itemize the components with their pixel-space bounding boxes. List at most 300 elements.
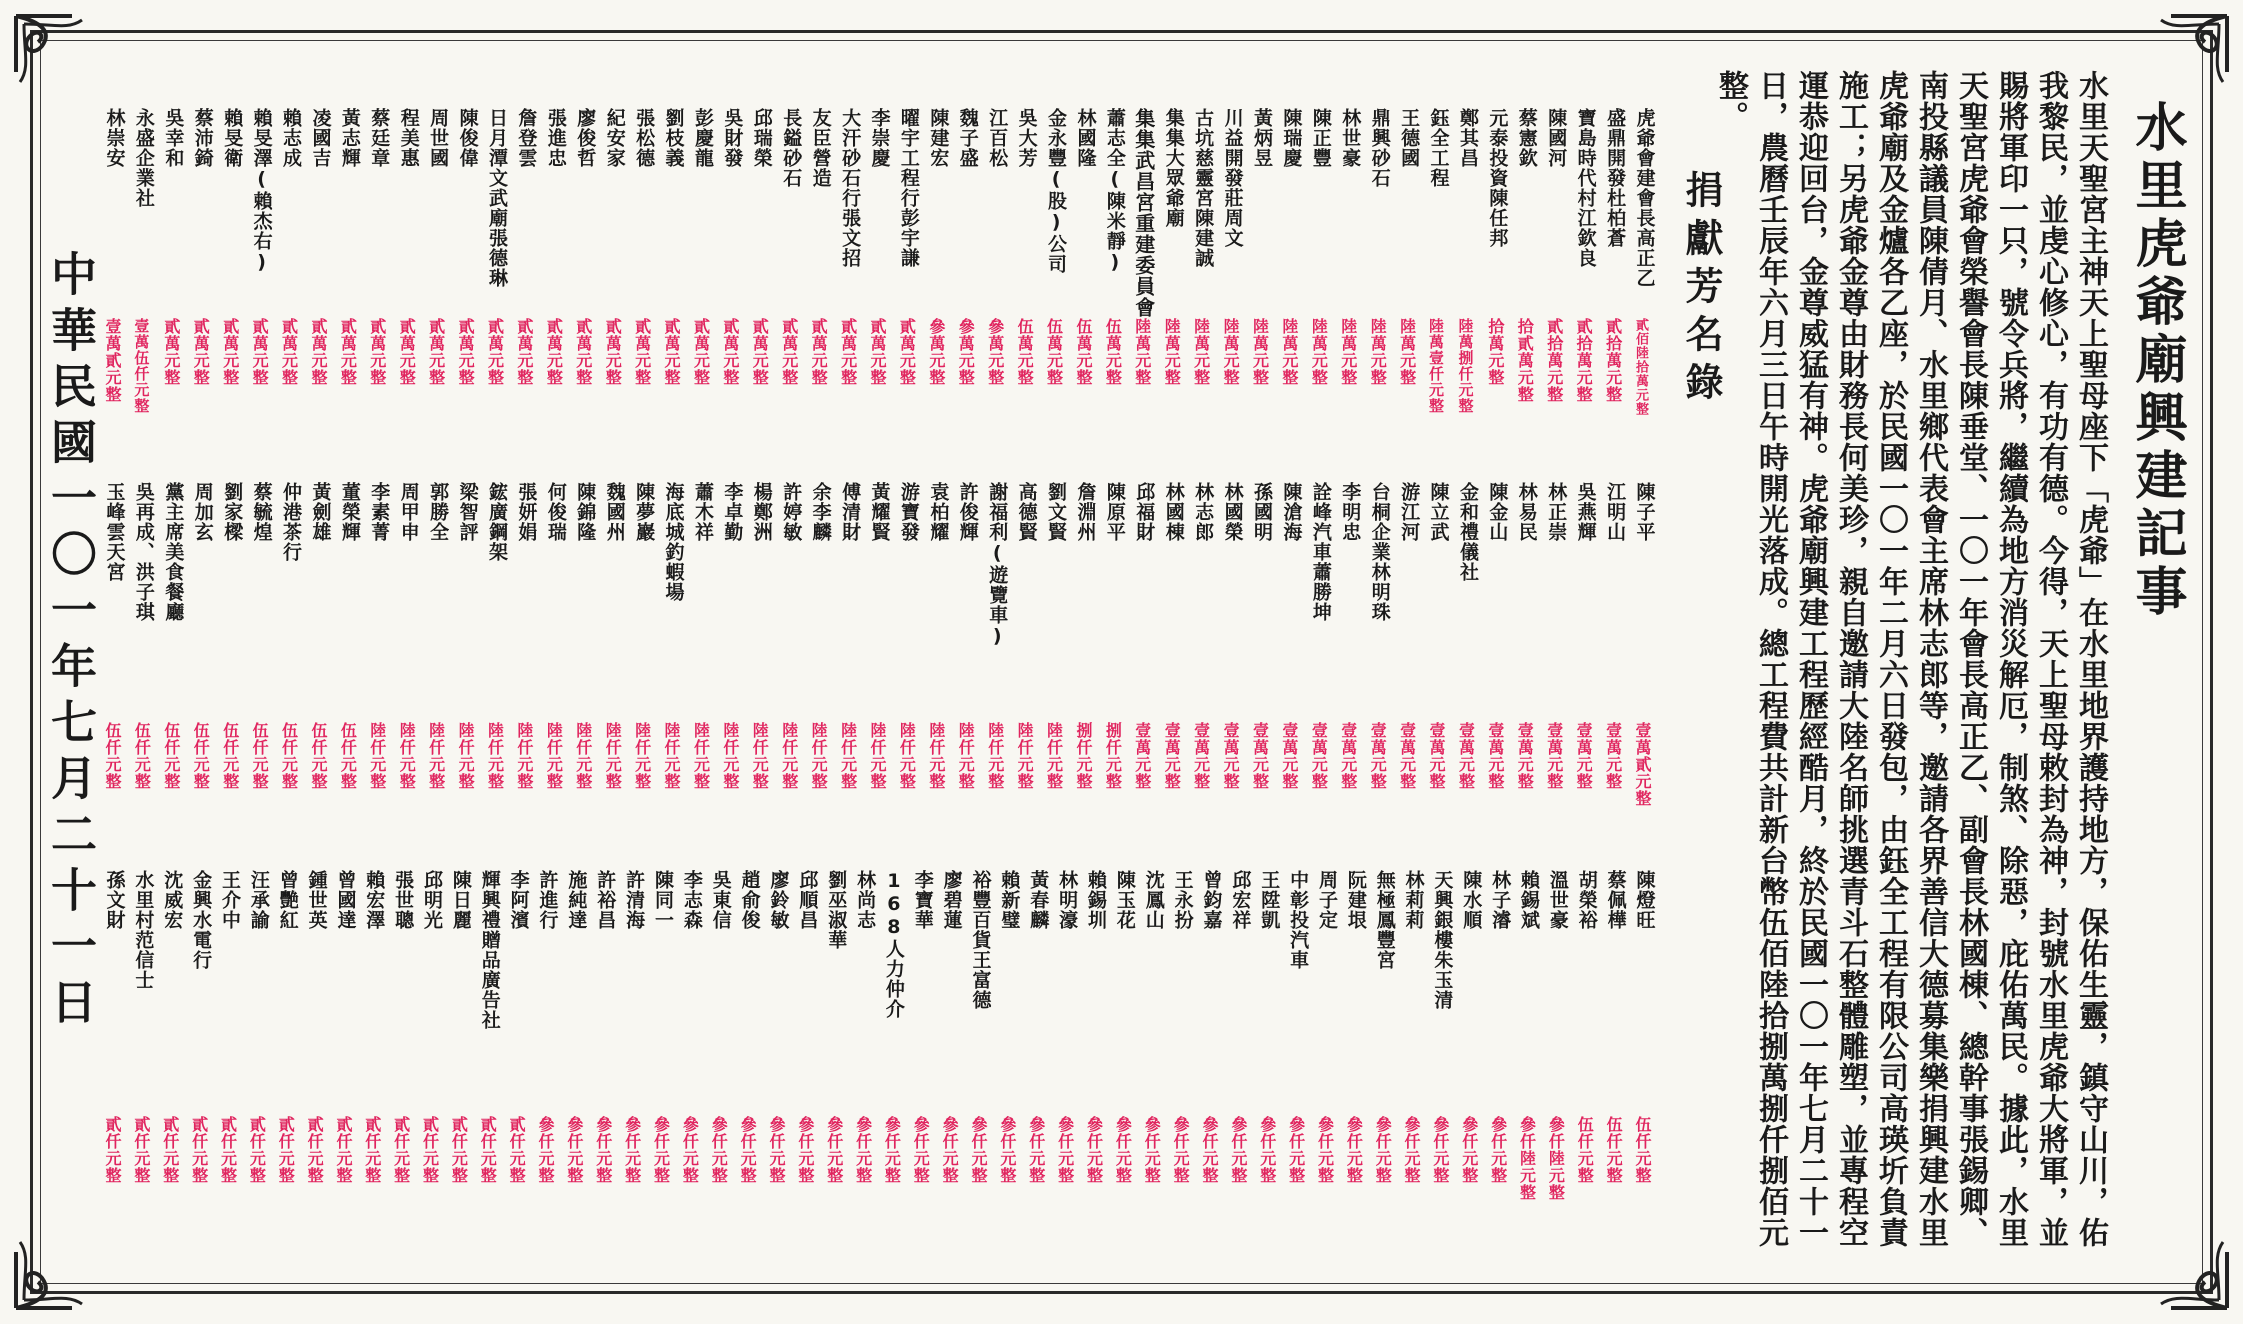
donor-amount: 貳仟元整: [391, 1116, 411, 1184]
donor-amount: 壹萬元整: [1427, 722, 1447, 790]
donor-name: 大汗砂石行張文招: [839, 108, 862, 268]
donor-entry: [764, 870, 792, 1316]
donor-amount: 伍仟元整: [279, 722, 299, 790]
donor-name: 蔡廷章: [368, 108, 391, 168]
donor-entry: [1168, 870, 1196, 1316]
donor-entry: [247, 482, 275, 922]
donor-name: 陳夢巖: [633, 482, 656, 542]
donor-name: 邱福財: [1133, 482, 1156, 542]
donor-amount: 陸仟元整: [750, 722, 770, 790]
donor-amount: 陸仟元整: [720, 722, 740, 790]
donor-entry: [600, 482, 628, 922]
donor-entry: [1218, 482, 1246, 922]
donor-entry: [1365, 482, 1393, 922]
donor-name: 林國榮: [1221, 482, 1244, 542]
donor-name: 周加玄: [191, 482, 214, 542]
donor-entry: [591, 870, 619, 1316]
donor-amount: 貳萬元整: [691, 318, 711, 386]
donor-entry: [1053, 870, 1081, 1316]
donor-entry: [1399, 870, 1427, 1316]
donor-amount: 壹萬元整: [1485, 722, 1505, 790]
donor-name: 李寶華: [911, 870, 934, 930]
donor-amount: 陸仟元整: [367, 722, 387, 790]
donor-entry: [129, 108, 157, 518]
donor-name: 黃春麟: [1027, 870, 1050, 930]
donor-entry: [1601, 482, 1629, 922]
donor-amount: 參萬元整: [985, 318, 1005, 386]
donor-amount: 陸萬元整: [1250, 318, 1270, 386]
donor-entry: [836, 108, 864, 518]
date-line: 中華民國一〇一年七月二十一日: [44, 250, 98, 1034]
donor-amount: 壹萬元整: [1279, 722, 1299, 790]
donor-name: 江百松: [986, 108, 1009, 168]
donor-amount: 參仟元整: [1199, 1116, 1219, 1184]
donor-entry: [1424, 482, 1452, 922]
donor-entry: [394, 108, 422, 518]
donor-amount: 陸萬元整: [1338, 318, 1358, 386]
donor-amount: 參仟元整: [766, 1116, 786, 1184]
donor-name: 陳滄海: [1280, 482, 1303, 542]
donor-amount: 貳萬元整: [897, 318, 917, 386]
donor-name: 詮峰汽車蕭勝坤: [1309, 482, 1332, 622]
donor-name: 周子定: [1315, 870, 1338, 930]
donor-amount: 貳仟元整: [305, 1116, 325, 1184]
donor-entry: [1100, 482, 1128, 922]
donor-entry: [504, 870, 532, 1316]
donor-entry: [937, 870, 965, 1316]
donor-amount: 參仟陸元整: [1517, 1116, 1537, 1201]
donor-entry: [983, 108, 1011, 518]
donor-name: 金和禮儀社: [1456, 482, 1479, 582]
donor-amount: 參仟元整: [1402, 1116, 1422, 1184]
donor-name: 168人力仲介: [882, 870, 905, 1019]
donor-name: 賴志成: [280, 108, 303, 168]
donor-amount: 陸仟元整: [1015, 722, 1035, 790]
donor-entry: [273, 870, 301, 1316]
donor-amount: 貳仟元整: [420, 1116, 440, 1184]
donor-name: 海底城釣蝦場: [662, 482, 685, 602]
donor-name: 陳建宏: [927, 108, 950, 168]
donor-entry: [1341, 870, 1369, 1316]
donor-amount: 參仟元整: [593, 1116, 613, 1184]
donor-amount: 伍萬元整: [1073, 318, 1093, 386]
donor-amount: 參仟元整: [709, 1116, 729, 1184]
donor-amount: 陸萬元整: [1279, 318, 1299, 386]
donor-entry: [394, 482, 422, 922]
donor-amount: 參仟元整: [853, 1116, 873, 1184]
donor-entry: [688, 482, 716, 922]
donor-name: 許婷敏: [780, 482, 803, 542]
donor-amount: 伍仟元整: [220, 722, 240, 790]
donor-name: 無極鳳豐宮: [1373, 870, 1396, 970]
donor-name: 許進行: [536, 870, 559, 930]
donor-amount: 伍仟元整: [1604, 1116, 1624, 1184]
donor-name: 金興水電行: [190, 870, 213, 970]
donor-entry: [1255, 870, 1283, 1316]
donor-amount: 壹萬元整: [1132, 722, 1152, 790]
donor-amount: 陸萬元整: [1397, 318, 1417, 386]
donor-name: 陳同一: [651, 870, 674, 930]
donor-entry: [446, 870, 474, 1316]
donor-amount: 參萬元整: [956, 318, 976, 386]
donor-name: 魏子盛: [956, 108, 979, 168]
donor-entry: [1395, 482, 1423, 922]
donor-amount: 貳仟元整: [131, 1116, 151, 1184]
donor-name: 溫世豪: [1546, 870, 1569, 930]
donor-name: 台桐企業林明珠: [1368, 482, 1391, 622]
donor-entry: [1226, 870, 1254, 1316]
donor-name: 游江河: [1398, 482, 1421, 542]
donor-name: 張進忠: [544, 108, 567, 168]
donor-entry: [1218, 108, 1246, 518]
donor-name: 王永扮: [1171, 870, 1194, 930]
donor-amount: 貳佰陸拾萬元整: [1633, 318, 1648, 416]
donor-name: 蔡佩樺: [1604, 870, 1627, 930]
donor-entry: [1486, 870, 1514, 1316]
donor-name: 邱瑞榮: [750, 108, 773, 168]
donor-amount: 參仟元整: [795, 1116, 815, 1184]
donor-name: 沈鳳山: [1142, 870, 1165, 930]
donor-entry: [1483, 108, 1511, 518]
donor-name: 李素菁: [368, 482, 391, 542]
donor-amount: 參仟元整: [882, 1116, 902, 1184]
donor-entry: [1110, 870, 1138, 1316]
donor-amount: 伍仟元整: [338, 722, 358, 790]
donor-name: 吳大芳: [1015, 108, 1038, 168]
donor-entry: [747, 108, 775, 518]
donor-amount: 貳仟元整: [276, 1116, 296, 1184]
donor-entry: [966, 870, 994, 1316]
donor-amount: 伍仟元整: [250, 722, 270, 790]
donor-amount: 參仟陸元整: [1546, 1116, 1566, 1201]
donor-entry: [418, 870, 446, 1316]
donor-amount: 陸仟元整: [897, 722, 917, 790]
donor-entry: [908, 870, 936, 1316]
donor-entry: [865, 108, 893, 518]
donor-name: 林尚志: [854, 870, 877, 930]
corner-ornament-icon: [2151, 1232, 2231, 1312]
page-title: 水里虎爺廟興建記事: [2126, 100, 2186, 622]
donor-entry: [1630, 482, 1658, 922]
donor-amount: 伍仟元整: [1575, 1116, 1595, 1184]
donor-name: 高德賢: [1015, 482, 1038, 542]
donor-name: 邱宏祥: [1229, 870, 1252, 930]
donor-name: 孫國明: [1251, 482, 1273, 542]
donor-entry: [475, 870, 503, 1316]
donor-entry: [793, 870, 821, 1316]
donor-amount: 伍萬元整: [1044, 318, 1064, 386]
donor-amount: 陸萬元整: [1368, 318, 1388, 386]
donor-amount: 參仟元整: [1373, 1116, 1393, 1184]
donor-entry: [851, 870, 879, 1316]
donor-name: 林國棟: [1162, 482, 1185, 542]
donor-name: 陳金山: [1486, 482, 1509, 542]
donor-entry: [879, 870, 907, 1316]
corner-ornament-icon: [2151, 12, 2231, 92]
donor-amount: 陸仟元整: [956, 722, 976, 790]
donor-name: 賴新璧: [998, 870, 1021, 930]
donor-entry: [1159, 482, 1187, 922]
corner-ornament-icon: [12, 12, 92, 92]
donor-entry: [822, 870, 850, 1316]
donor-name: 詹淵州: [1074, 482, 1097, 542]
donor-entry: [983, 482, 1011, 922]
donor-name: 黃志輝: [338, 108, 361, 168]
donor-entry: [365, 108, 393, 518]
donor-entry: [218, 482, 246, 922]
donor-amount: 壹萬元整: [1309, 722, 1329, 790]
donor-entry: [1630, 870, 1658, 1316]
donor-entry: [1571, 482, 1599, 922]
donor-entry: [1457, 870, 1485, 1316]
donor-entry: [1284, 870, 1312, 1316]
donor-amount: 貳萬元整: [220, 318, 240, 386]
donor-amount: 壹萬元整: [1338, 722, 1358, 790]
donor-amount: 陸仟元整: [809, 722, 829, 790]
donor-amount: 陸仟元整: [926, 722, 946, 790]
donor-name: 長鎰砂石: [780, 108, 803, 188]
donor-name: 盛鼎開發杜柏蒼: [1604, 108, 1627, 248]
donor-name: 陳日麗: [449, 870, 472, 930]
donor-entry: [1130, 108, 1158, 518]
donor-entry: [1483, 482, 1511, 922]
donor-name: 吳東信: [709, 870, 732, 930]
donor-entry: [100, 482, 128, 922]
donor-entry: [648, 870, 676, 1316]
donor-entry: [331, 870, 359, 1316]
donor-amount: 陸仟元整: [632, 722, 652, 790]
donor-entry: [894, 108, 922, 518]
donor-name: 集集大眾爺廟: [1162, 108, 1185, 228]
donor-name: 賴錫圳: [1085, 870, 1107, 930]
donor-entry: [718, 482, 746, 922]
donor-name: 彭慶龍: [691, 108, 714, 168]
donor-name: 何俊瑞: [544, 482, 567, 542]
donor-entry: [1139, 870, 1167, 1316]
donor-amount: 陸萬元整: [1309, 318, 1329, 386]
donor-name: 張松德: [633, 108, 656, 168]
donor-amount: 陸仟元整: [573, 722, 593, 790]
donor-amount: 壹萬元整: [1574, 722, 1594, 790]
donor-name: 施純達: [565, 870, 588, 930]
donor-name: 魏國州: [603, 482, 626, 542]
donor-entry: [100, 870, 128, 1316]
donor-name: 程美惠: [397, 108, 420, 168]
donor-amount: 參仟元整: [969, 1116, 989, 1184]
donor-name: 凌國吉: [309, 108, 332, 168]
donor-name: 蔡憲欽: [1515, 108, 1538, 168]
donor-entry: [277, 108, 305, 518]
donor-amount: 貳萬元整: [779, 318, 799, 386]
donor-entry: [188, 482, 216, 922]
donor-amount: 貳仟元整: [103, 1116, 122, 1184]
donor-entry: [277, 482, 305, 922]
donor-amount: 陸仟元整: [1044, 722, 1064, 790]
donor-name: 陳玉花: [1113, 870, 1136, 930]
donor-entry: [1312, 870, 1340, 1316]
donor-amount: 參仟元整: [1055, 1116, 1075, 1184]
donor-amount: 參仟元整: [1171, 1116, 1191, 1184]
donor-entry: [541, 482, 569, 922]
donor-amount: 參仟元整: [1257, 1116, 1277, 1184]
donor-amount: 貳萬元整: [367, 318, 387, 386]
donor-amount: 貳拾萬元整: [1603, 318, 1623, 403]
donor-amount: 陸萬元整: [1191, 318, 1211, 386]
donor-entry: [571, 482, 599, 922]
donor-name: 劉家樑: [221, 482, 244, 542]
donor-amount: 伍仟元整: [132, 722, 152, 790]
donor-name: 鋐廣鋼架: [486, 482, 508, 562]
donor-amount: 參仟元整: [1026, 1116, 1046, 1184]
donor-amount: 貳萬元整: [809, 318, 829, 386]
donor-name: 曾國達: [334, 870, 357, 930]
donor-amount: 陸仟元整: [514, 722, 534, 790]
donor-entry: [335, 108, 363, 518]
donor-entry: [1042, 482, 1070, 922]
donor-name: 裕豐百貨王富德: [969, 870, 992, 1010]
donor-name: 許清海: [623, 870, 646, 930]
donor-entry: [1130, 482, 1158, 922]
donor-entry: [659, 482, 687, 922]
donor-entry: [129, 870, 157, 1316]
donor-name: 王德國: [1398, 108, 1421, 168]
donor-name: 江明山: [1604, 482, 1627, 542]
donor-name: 林子濬: [1489, 870, 1512, 930]
donor-entry: [1012, 108, 1040, 518]
donor-amount: 參仟元整: [940, 1116, 960, 1184]
donor-amount: 貳仟元整: [449, 1116, 469, 1184]
donor-name: 輝興禮贈品廣告社: [478, 870, 501, 1030]
donor-entry: [630, 482, 658, 922]
donor-name: 許裕昌: [594, 870, 617, 930]
donor-entry: [924, 482, 952, 922]
donor-name: 虎爺會建會長高正乙: [1633, 108, 1656, 288]
donor-amount: 貳萬元整: [662, 318, 682, 386]
donor-entry: [1189, 108, 1217, 518]
donor-name: 汪承諭: [247, 870, 270, 930]
donor-amount: 貳萬元整: [250, 318, 270, 386]
donor-amount: 陸仟元整: [662, 722, 682, 790]
donor-amount: 壹萬元整: [1397, 722, 1417, 790]
donor-amount: 貳仟元整: [507, 1116, 527, 1184]
donor-amount: 參仟元整: [680, 1116, 700, 1184]
donor-name: 林易民: [1515, 482, 1538, 542]
donor-entry: [806, 108, 834, 518]
donor-entry: [1453, 108, 1481, 518]
donor-entry: [924, 108, 952, 518]
donor-name: 吳燕輝: [1574, 482, 1597, 542]
donor-amount: 伍萬元整: [1015, 318, 1035, 386]
donor-list-title: 捐獻芳名錄: [1679, 170, 1723, 410]
donor-entry: [1042, 108, 1070, 518]
donor-entry: [187, 870, 215, 1316]
donor-name: 廖俊哲: [574, 108, 597, 168]
donor-name: 天興銀樓朱玉清: [1431, 870, 1454, 1010]
donor-amount: 貳萬元整: [308, 318, 328, 386]
donor-amount: 貳拾萬元整: [1574, 318, 1594, 403]
donor-name: 吳財發: [721, 108, 744, 168]
donor-entry: [1601, 108, 1629, 518]
donor-entry: [735, 870, 763, 1316]
donor-entry: [1189, 482, 1217, 922]
donor-amount: 伍仟元整: [308, 722, 328, 790]
donor-entry: [1542, 482, 1570, 922]
donor-name: 吳再成、洪子琪: [132, 482, 155, 622]
donor-amount: 陸萬元整: [1162, 318, 1182, 386]
donor-name: 董榮輝: [338, 482, 361, 542]
donor-name: 袁柏耀: [927, 482, 950, 542]
donor-name: 鍾世英: [305, 870, 328, 930]
donor-amount: 參仟元整: [1315, 1116, 1335, 1184]
donor-name: 傅清財: [839, 482, 862, 542]
donor-entry: [100, 108, 128, 518]
donor-amount: 陸仟元整: [603, 722, 623, 790]
donor-amount: 參仟元整: [1113, 1116, 1133, 1184]
donor-amount: 陸仟元整: [838, 722, 858, 790]
donor-amount: 參仟元整: [536, 1116, 556, 1184]
donor-amount: 參仟元整: [651, 1116, 671, 1184]
donor-amount: 陸仟元整: [544, 722, 564, 790]
donor-amount: 陸萬捌仟元整: [1456, 318, 1475, 414]
donor-amount: 貳仟元整: [333, 1116, 353, 1184]
donor-entry: [620, 870, 648, 1316]
donor-entry: [894, 482, 922, 922]
donor-amount: 陸萬元整: [1132, 318, 1152, 386]
donor-entry: [335, 482, 363, 922]
donor-name: 林正崇: [1545, 482, 1568, 542]
donor-amount: 參仟元整: [1488, 1116, 1508, 1184]
donor-name: 賴旻衛: [221, 108, 244, 168]
donor-entry: [777, 482, 805, 922]
donor-entry: [1071, 482, 1099, 922]
donor-amount: 捌仟元整: [1073, 722, 1093, 790]
donor-name: 林世豪: [1339, 108, 1362, 168]
donor-name: 邱順昌: [796, 870, 819, 930]
donor-amount: 貳萬元整: [161, 318, 181, 386]
donor-name: 曾艷紅: [276, 870, 299, 930]
donor-name: 陳正豐: [1309, 108, 1332, 168]
donor-name: 元泰投資陳任邦: [1486, 108, 1509, 248]
donor-amount: 參仟元整: [1084, 1116, 1104, 1184]
donor-name: 蔡毓煌: [250, 482, 273, 542]
donor-name: 李崇慶: [868, 108, 891, 168]
donor-entry: [1248, 108, 1276, 518]
donor-amount: 貳萬元整: [868, 318, 887, 386]
donor-entry: [747, 482, 775, 922]
donor-name: 周甲申: [397, 482, 420, 542]
donor-entry: [1336, 482, 1364, 922]
donor-name: 謝福利(遊覽車): [986, 482, 1009, 648]
donor-entry: [533, 870, 561, 1316]
donor-amount: 參仟元整: [738, 1116, 758, 1184]
donor-entry: [424, 482, 452, 922]
donor-amount: 陸仟元整: [426, 722, 446, 790]
donor-entry: [706, 870, 734, 1316]
donor-name: 蔡沛錡: [191, 108, 214, 168]
donor-name: 王介中: [218, 870, 241, 930]
donor-amount: 貳仟元整: [362, 1116, 382, 1184]
donor-name: 陳原平: [1103, 482, 1126, 542]
corner-ornament-icon: [12, 1232, 92, 1312]
donor-entry: [1572, 870, 1600, 1316]
donor-entry: [865, 482, 893, 922]
donor-entry: [659, 108, 687, 518]
donor-entry: [306, 108, 334, 518]
donor-entry: [777, 108, 805, 518]
donor-name: 林志郎: [1192, 482, 1215, 542]
donor-name: 賴錫斌: [1518, 870, 1541, 930]
donor-name: 黃劍雄: [309, 482, 332, 542]
